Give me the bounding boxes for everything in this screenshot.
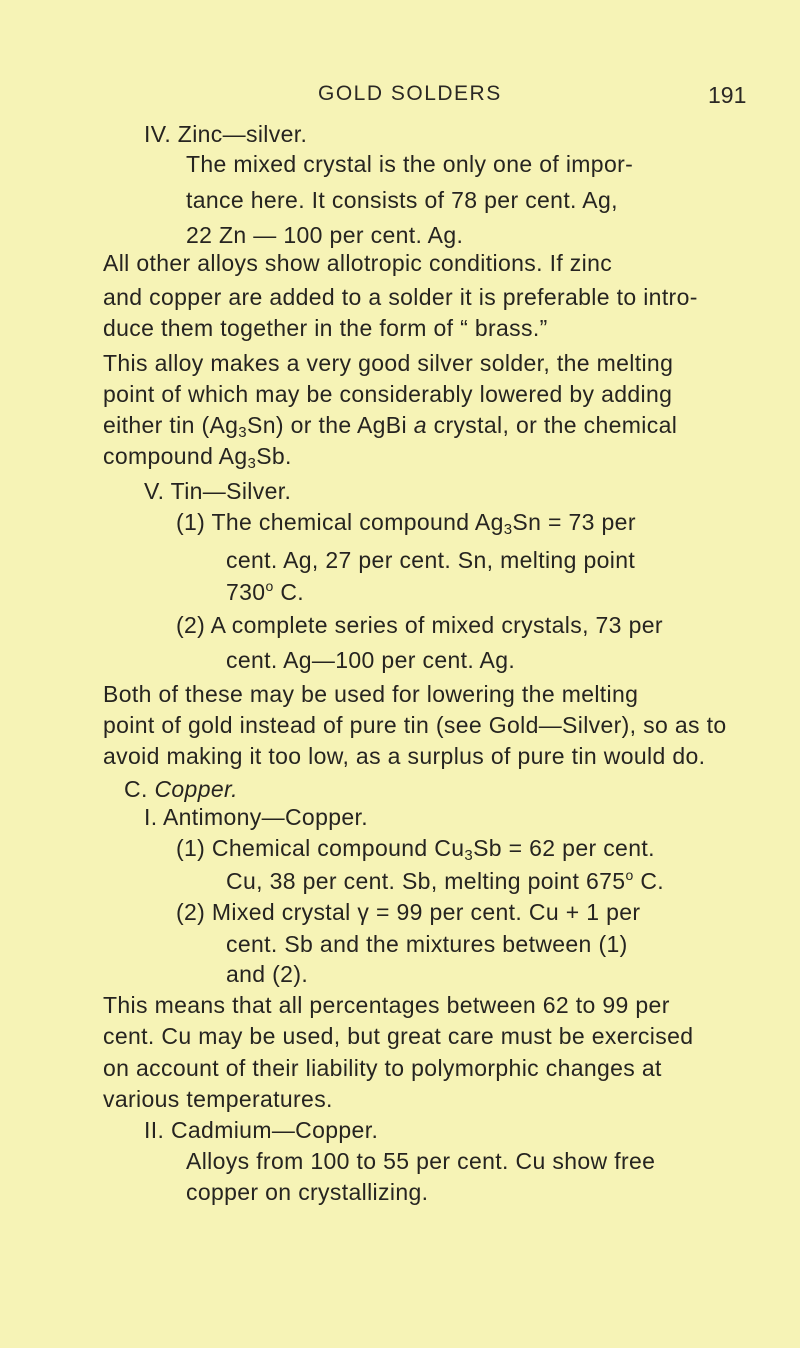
text-line	[144, 1116, 378, 1144]
text-line	[176, 898, 640, 926]
text-run: This means that all percentages between 62 to 99 per	[103, 992, 670, 1018]
text-line	[186, 221, 463, 249]
text-line	[176, 508, 636, 536]
subscript: 3	[247, 455, 257, 472]
subscript: 3	[503, 521, 513, 538]
running-head: GOLD SOLDERS	[318, 82, 502, 105]
text-line	[103, 742, 705, 770]
text-line	[103, 1022, 693, 1050]
text-run: Both of these may be used for lowering the melting	[103, 681, 639, 707]
text-line	[103, 349, 673, 377]
text-line	[103, 1054, 662, 1082]
text-run: a	[413, 412, 427, 438]
text-line	[103, 380, 672, 408]
text-run: cent. Ag—100 per cent. Ag.	[226, 647, 516, 673]
text-run: V. Tin—Silver.	[144, 478, 292, 504]
text-run: on account of their liability to polymorphic changes at	[103, 1055, 662, 1081]
subscript: 3	[464, 847, 474, 864]
text-line	[144, 803, 368, 831]
degree-mark: o	[625, 867, 634, 883]
text-run: II. Cadmium—Copper.	[144, 1117, 379, 1143]
text-line	[226, 930, 628, 958]
text-run: C.	[124, 776, 155, 802]
text-line	[144, 477, 291, 505]
text-run: Sn) or the AgBi	[247, 412, 414, 438]
text-line	[103, 314, 548, 342]
text-run: C.	[273, 579, 305, 605]
text-line	[124, 775, 238, 803]
text-run: Copper.	[154, 776, 238, 802]
text-line	[226, 867, 664, 895]
text-run: various temperatures.	[103, 1086, 333, 1112]
page-number: 191	[708, 82, 747, 108]
text-line	[186, 150, 633, 178]
text-line	[186, 186, 618, 214]
text-run: (1) The chemical compound Ag	[176, 509, 504, 535]
text-run: IV. Zinc—silver.	[144, 121, 308, 147]
text-line	[226, 960, 308, 988]
text-line	[226, 546, 635, 574]
text-line	[226, 578, 304, 606]
text-run: I. Antimony—Copper.	[144, 804, 368, 830]
text-run: either tin (Ag	[103, 412, 239, 438]
text-line	[186, 1178, 428, 1206]
text-run: Sb.	[256, 443, 292, 469]
text-line	[103, 283, 698, 311]
text-line	[176, 611, 663, 639]
text-run: The mixed crystal is the only one of impor-	[186, 151, 634, 177]
text-run: tance here. It consists of 78 per cent. Ag,	[186, 187, 618, 213]
text-run: Cu, 38 per cent. Sb, melting point 675	[226, 868, 626, 894]
text-run: (2) Mixed crystal γ = 99 per cent. Cu + 1 per	[176, 899, 641, 925]
text-line	[226, 646, 515, 674]
text-line	[144, 120, 307, 148]
text-run: All other alloys show allotropic conditions. If zinc	[103, 250, 613, 276]
text-line	[103, 411, 677, 439]
text-line	[103, 680, 638, 708]
text-run: cent. Cu may be used, but great care must be exercised	[103, 1023, 694, 1049]
text-run: C.	[633, 868, 665, 894]
text-run: compound Ag	[103, 443, 248, 469]
text-run: point of gold instead of pure tin (see Gold—Silver), so as to	[103, 712, 727, 738]
text-run: point of which may be considerably lowered by adding	[103, 381, 673, 407]
text-run: Sb = 62 per cent.	[473, 835, 655, 861]
text-line	[103, 711, 727, 739]
text-run: and copper are added to a solder it is preferable to intro-	[103, 284, 698, 310]
text-run: and (2).	[226, 961, 309, 987]
text-run: (2) A complete series of mixed crystals, 73 per	[176, 612, 663, 638]
page-header	[0, 82, 800, 112]
text-line	[176, 834, 655, 862]
text-line	[103, 442, 292, 470]
text-run: crystal, or the chemical	[426, 412, 678, 438]
text-line	[103, 249, 612, 277]
text-run: cent. Ag, 27 per cent. Sn, melting point	[226, 547, 636, 573]
text-run: 22 Zn — 100 per cent. Ag.	[186, 222, 464, 248]
text-run: 730	[226, 579, 266, 605]
text-run: avoid making it too low, as a surplus of pure tin would do.	[103, 743, 706, 769]
text-line	[103, 1085, 333, 1113]
text-run: Sn = 73 per	[512, 509, 636, 535]
text-line	[103, 991, 670, 1019]
text-run: cent. Sb and the mixtures between (1)	[226, 931, 628, 957]
subscript: 3	[238, 424, 247, 441]
text-run: Alloys from 100 to 55 per cent. Cu show free	[186, 1148, 656, 1174]
text-run: This alloy makes a very good silver solder, the melting	[103, 350, 674, 376]
text-run: copper on crystallizing.	[186, 1179, 429, 1205]
text-run: duce them together in the form of “ brass.”	[103, 315, 548, 341]
text-run: (1) Chemical compound Cu	[176, 835, 465, 861]
degree-mark: o	[265, 578, 274, 594]
text-line	[186, 1147, 655, 1175]
